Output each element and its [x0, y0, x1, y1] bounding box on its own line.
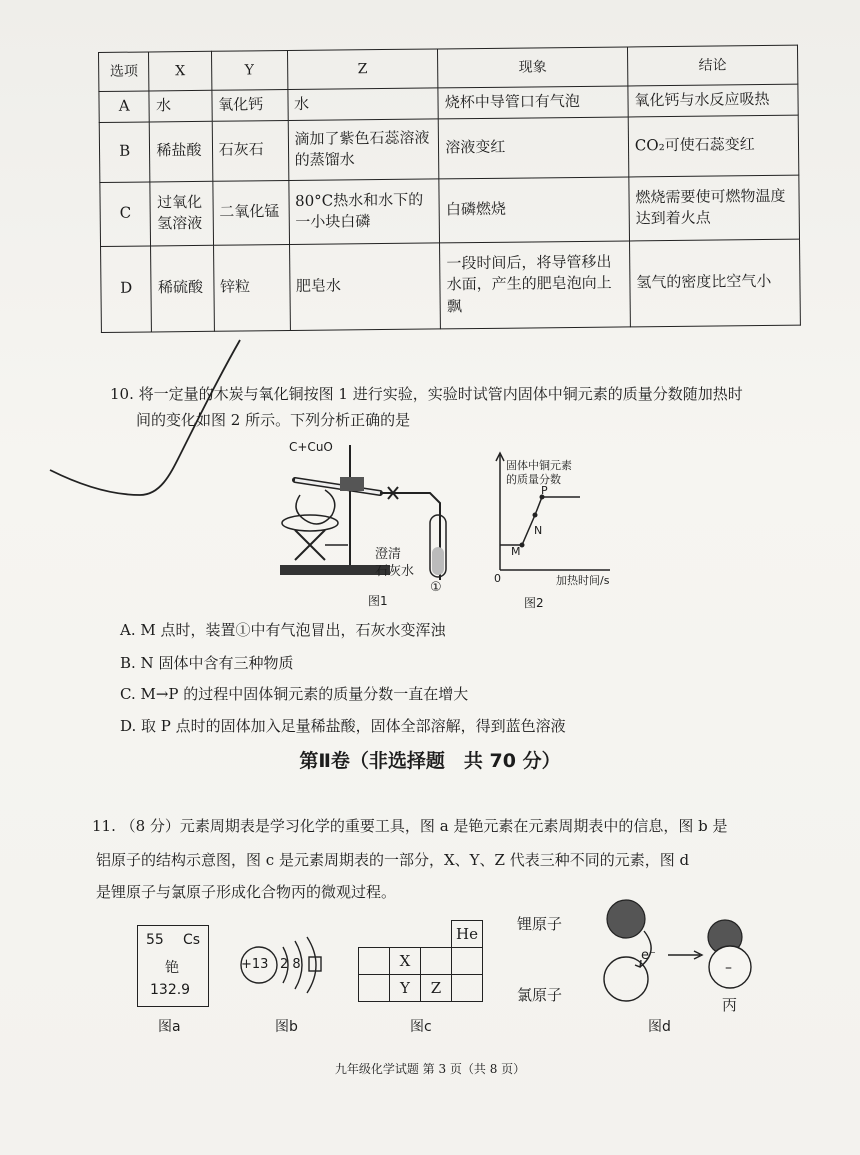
fig-a-mass: 132.9 — [150, 982, 191, 998]
cell: 肥皂水 — [289, 243, 441, 331]
col-header: 选项 — [99, 52, 150, 92]
fig1-reactant-label: C+CuO — [289, 440, 333, 454]
fig-d-minus: – — [725, 960, 732, 976]
cell: 氢气的密度比空气小 — [629, 239, 800, 327]
q10-option-d: D. 取 P 点时的固体加入足量稀盐酸，固体全部溶解，得到蓝色溶液 — [120, 717, 566, 735]
fig2-point-n-label: N — [534, 524, 543, 537]
q10-stem-line2: 间的变化如图 2 所示。下列分析正确的是 — [136, 411, 411, 429]
table-row — [100, 175, 800, 246]
fig-c-caption: 图c — [410, 1019, 432, 1035]
cell: 过氧化氢溶液 — [150, 181, 213, 246]
cell: 80°C热水和水下的一小块白磷 — [288, 179, 439, 245]
fig1-marker: ① — [430, 580, 442, 595]
fig-b-nucleus: +13 — [241, 957, 269, 972]
fig-d-process-diagram — [570, 895, 770, 1015]
cell: 烧杯中导管口有气泡 — [438, 86, 628, 119]
z-cell: Z — [421, 975, 452, 1002]
cell: B — [99, 122, 150, 183]
cell: C — [100, 182, 151, 247]
cell: D — [101, 246, 152, 333]
cell: 氧化钙 — [212, 90, 288, 122]
fig2-xlabel: 加热时间/s — [556, 574, 610, 587]
col-header: Z — [287, 49, 438, 90]
cell: 燃烧需要使可燃物温度达到着火点 — [629, 175, 800, 241]
cell: 一段时间后，将导管移出水面，产生的肥皂泡向上飘 — [440, 241, 631, 329]
cell: 水 — [149, 90, 212, 121]
cell: 白磷燃烧 — [439, 177, 629, 243]
page-footer: 九年级化学试题 第 3 页（共 8 页） — [334, 1062, 526, 1076]
x-cell: X — [390, 948, 421, 975]
cell: 石灰石 — [212, 120, 289, 181]
q11-line3: 是锂原子与氯原子形成化合物丙的微观过程。 — [96, 883, 397, 901]
cell: 稀盐酸 — [150, 121, 213, 182]
options-table — [98, 45, 801, 333]
fig1-caption: 图1 — [368, 594, 388, 608]
fig2-point-m-label: M — [511, 545, 521, 558]
col-header: 现象 — [438, 47, 628, 88]
cell: 稀硫酸 — [151, 245, 214, 332]
q10-option-c: C. M→P 的过程中固体铜元素的质量分数一直在增大 — [120, 685, 469, 703]
fig-d-li-label: 锂原子 — [517, 915, 563, 933]
point-n — [533, 513, 538, 518]
fig-a-number: 55 — [146, 932, 164, 948]
fig1-limewater-label-2: 石灰水 — [375, 564, 415, 579]
cell: 二氧化锰 — [213, 180, 290, 245]
q10-option-a: A. M 点时，装置①中有气泡冒出，石灰水变浑浊 — [120, 621, 446, 639]
fig1-limewater-label-1: 澄清 — [375, 547, 402, 562]
fig-d-cl-label: 氯原子 — [517, 986, 563, 1004]
section-title: 第Ⅱ卷（非选择题 共 70 分） — [299, 750, 561, 772]
cell: 溶液变红 — [438, 117, 628, 179]
cell: 水 — [287, 88, 438, 120]
cell: A — [99, 91, 150, 122]
fig-b-caption: 图b — [275, 1019, 298, 1035]
fig2-ylabel-2: 的质量分数 — [506, 473, 561, 486]
table-row — [99, 115, 799, 182]
cell: CO₂可使石蕊变红 — [628, 115, 799, 177]
fig-d-product: 丙 — [722, 996, 738, 1014]
fig-a-name: 铯 — [165, 960, 179, 976]
cell: 氧化钙与水反应吸热 — [628, 84, 798, 117]
fig-b-shells: 2 8 — [280, 957, 301, 972]
fig2-origin: 0 — [494, 572, 501, 585]
q10-option-b: B. N 固体中含有三种物质 — [120, 654, 294, 672]
y-cell: Y — [390, 975, 421, 1002]
cell: 锌粒 — [213, 244, 290, 331]
q11-line1: 11. （8 分）元素周期表是学习化学的重要工具，图 a 是铯元素在元素周期表中的信息，图 b 是 — [92, 817, 728, 835]
fig2-caption: 图2 — [524, 596, 544, 610]
fig-d-caption: 图d — [648, 1019, 671, 1035]
fig-d-electron: e⁻ — [641, 948, 656, 963]
col-header: 结论 — [627, 45, 798, 86]
col-header: Y — [211, 51, 287, 91]
he-cell: He — [452, 921, 483, 948]
fig-a-caption: 图a — [158, 1019, 181, 1035]
fig2-point-p-label: P — [541, 484, 548, 497]
fig-a-symbol: Cs — [183, 932, 201, 948]
q11-line2: 铝原子的结构示意图，图 c 是元素周期表的一部分，X、Y、Z 代表三种不同的元素，图 d — [96, 851, 690, 869]
fig-c-periodic-grid — [358, 920, 483, 1002]
col-header: X — [149, 51, 212, 91]
q10-stem-line1: 10. 将一定量的木炭与氧化铜按图 1 进行实验，实验时试管内固体中铜元素的质量分数随加热时 — [110, 385, 743, 403]
cell: 滴加了紫色石蕊溶液的蒸馏水 — [288, 119, 439, 181]
fig2-ylabel-1: 固体中铜元素 — [506, 459, 572, 472]
table-row — [101, 239, 801, 332]
